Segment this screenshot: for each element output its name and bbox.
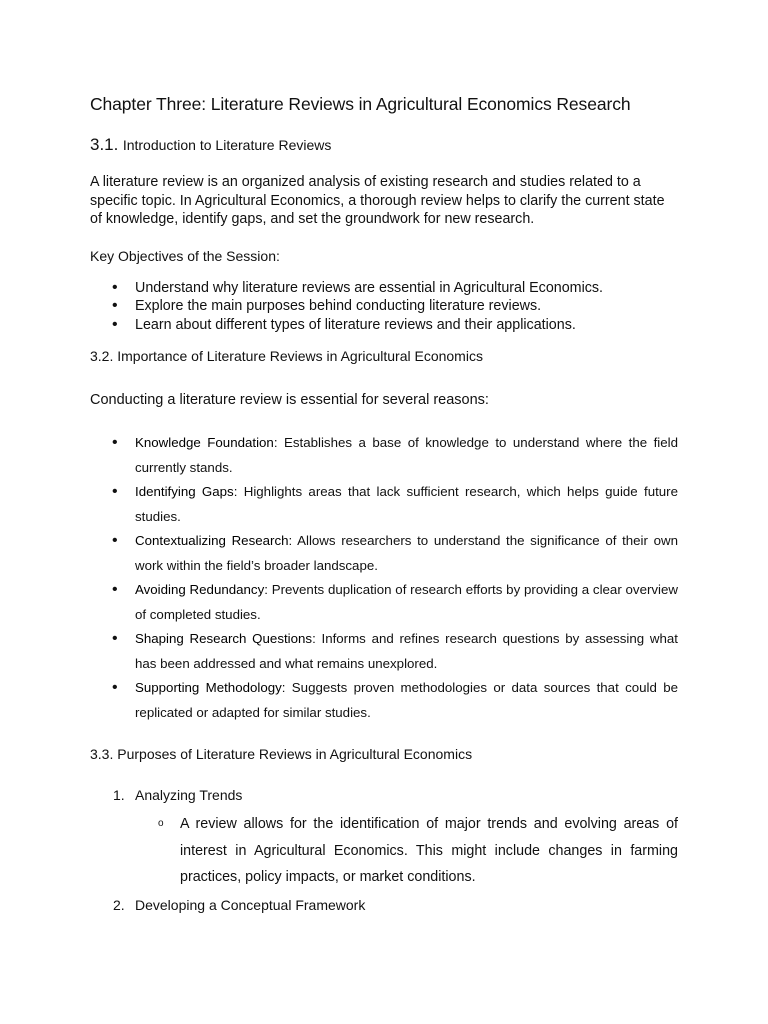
reason-text: : Prevents duplication of research efforts by providing a clear overview of completed studies. [135, 582, 678, 622]
section-3-1-heading [90, 133, 678, 158]
purposes-list [90, 785, 678, 915]
section-3-2-heading: 3.2. Importance of Literature Reviews in Agricultural Economics [90, 348, 483, 364]
reason-text: : Establishes a base of knowledge to understand where the field currently stands. [135, 435, 679, 475]
list-item [90, 785, 678, 891]
reason-text: : Suggests proven methodologies or data sources that could be replicated or adapted for similar studies. [135, 680, 678, 720]
list-item [90, 676, 678, 725]
reason-text: : Highlights areas that lack sufficient research, which helps guide future studies. [135, 484, 679, 524]
list-item [90, 895, 678, 915]
section-3-1-number: 3.1. [90, 135, 119, 154]
list-item [90, 627, 678, 676]
circle-bullet-icon: o [158, 818, 164, 829]
reason-term: Contextualizing Research [135, 533, 289, 548]
reason-term: Avoiding Redundancy [135, 582, 265, 597]
reason-text: : Informs and refines research questions by assessing what has been addressed and what remains unexplored. [135, 631, 679, 671]
list-item [90, 431, 678, 480]
list-item [90, 480, 678, 529]
purpose-description: A review allows for the identification of major trends and evolving areas of interest in Agricultural Economics. This might include changes in farming practices, policy impacts, or market conditions. [180, 816, 678, 885]
list-item [90, 578, 678, 627]
reason-term: Shaping Research Questions [135, 631, 313, 646]
chapter-title: Chapter Three: Literature Reviews in Agricultural Economics Research [90, 94, 631, 114]
intro-paragraph: A literature review is an organized analysis of existing research and studies related to a specific topic. In Agricultural Economics, a thorough review helps to clarify the current state of knowledge, identify gaps, and set the groundwork for new research. [90, 174, 665, 227]
reason-term: Supporting Methodology [135, 680, 282, 695]
reasons-intro: Conducting a literature review is essential for several reasons: [90, 392, 489, 408]
reason-term: Knowledge Foundation [135, 435, 274, 450]
list-item [90, 529, 678, 578]
section-3-1-title: Introduction to Literature Reviews [122, 137, 332, 153]
purpose-sub-item [135, 811, 678, 891]
list-item: • Understand why literature reviews are essential in Agricultural Economics. [90, 279, 678, 298]
section-3-3-heading: 3.3. Purposes of Literature Reviews in Agricultural Economics [90, 746, 473, 762]
purpose-title: Analyzing Trends [135, 787, 243, 803]
purpose-number: 1. [113, 787, 125, 803]
purpose-number: 2. [113, 896, 125, 913]
reasons-list [90, 431, 678, 725]
objectives-list [90, 279, 678, 335]
objectives-heading: Key Objectives of the Session: [90, 247, 280, 264]
list-item: • Explore the main purposes behind conducting literature reviews. [90, 297, 678, 316]
reason-term: Identifying Gaps [135, 484, 234, 499]
reason-text: : Allows researchers to understand the significance of their own work within the field’s broader landscape. [135, 533, 678, 573]
purpose-title: Developing a Conceptual Framework [135, 896, 366, 913]
list-item: • Learn about different types of literature reviews and their applications. [90, 316, 678, 335]
document-page [90, 92, 678, 915]
